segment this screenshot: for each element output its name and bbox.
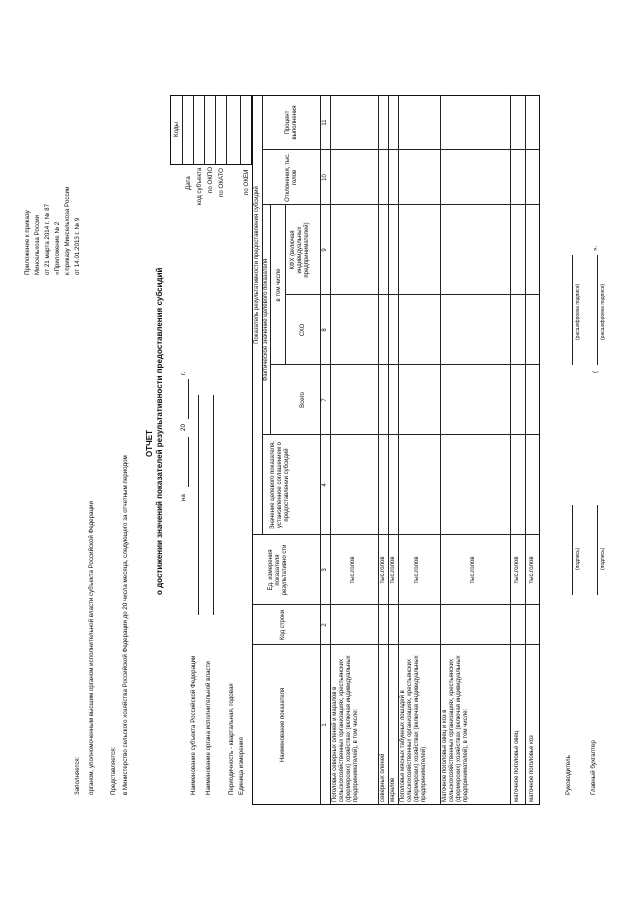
row-line xyxy=(510,95,511,805)
submitted-text: в Министерство сельского хозяйства Российской Федерации до 20 числа месяца, следующего за отчетным периодом xyxy=(122,455,129,795)
th-name: Наименование показателя xyxy=(280,687,286,763)
table-row-name: маточное поголовье овец xyxy=(514,730,520,802)
th-row-code: Код строки xyxy=(280,609,286,641)
colnum-11: 11 xyxy=(322,119,328,126)
col-line xyxy=(252,604,540,605)
th-percent: Процент выполнения xyxy=(285,105,298,140)
table-row-unit: тыс.голов xyxy=(390,556,396,584)
appendix-line-6: от 14.01.2013 г. № 9 xyxy=(74,217,81,275)
row-line xyxy=(388,95,389,805)
decode-caption: (расшифровка подписи) xyxy=(575,283,581,340)
close-quote: ». xyxy=(592,245,599,251)
code-date-label: Дата xyxy=(185,176,192,190)
col-line xyxy=(252,534,540,535)
col-line xyxy=(262,149,540,150)
decode-caption: (расшифровка подписи) xyxy=(600,283,606,340)
header-bottom-line xyxy=(320,95,321,805)
period-line xyxy=(188,437,189,487)
report-period-na: на xyxy=(180,494,187,501)
code-subject-label: код субъекта xyxy=(196,167,203,205)
unit-label: Единица измерения xyxy=(238,737,245,795)
table-row-unit: тыс.голов xyxy=(470,556,476,584)
filled-by-text: органом, уполномоченным высшим органом исполнительной власти субъекта Российской Федерации xyxy=(88,501,95,795)
decode-line xyxy=(572,255,573,365)
th-kfh: КФХ (включая индивидуальных предпринимателей) xyxy=(290,222,310,278)
th-unit: Ед. измерения показателя результативно сти xyxy=(268,544,288,596)
decode-line xyxy=(597,255,598,365)
row-line xyxy=(378,95,379,805)
report-subtitle: о достижении значений показателей результативности предоставления субсидий xyxy=(155,267,164,595)
table-row-name: маточное поголовье коз xyxy=(529,735,535,802)
report-year-g: г. xyxy=(180,371,187,375)
periodicity-label: Периодичность - квартальная, годовая xyxy=(228,683,235,795)
code-okpo-label: по ОКПО xyxy=(207,166,214,193)
colnum-8: 8 xyxy=(322,328,328,332)
appendix-line-2: Минсельхоза России xyxy=(34,215,41,275)
row-line xyxy=(525,95,526,805)
colnum-3: 3 xyxy=(322,568,328,572)
colnum-7: 7 xyxy=(322,398,328,402)
table-row-unit: тыс.голов xyxy=(414,556,420,584)
authority-name-label: Наименование органа исполнительной власти xyxy=(205,661,212,795)
rotated-form xyxy=(0,25,640,905)
codes-row-line xyxy=(193,95,194,165)
th-total: Всего xyxy=(300,392,306,408)
row-line xyxy=(398,95,399,805)
appendix-line-4: «Приложение № 2 xyxy=(54,221,61,275)
subject-name-label: Наименование субъекта Российской Федерации xyxy=(190,655,197,795)
col-line xyxy=(262,204,540,205)
signature-line xyxy=(597,505,598,595)
appendix-line-3: от 21 марта 2014 г. № 87 xyxy=(44,203,51,275)
table-row-unit: тыс.голов xyxy=(529,556,535,584)
codes-row-line xyxy=(204,95,205,165)
th-sho: СХО xyxy=(300,323,306,337)
appendix-line-1: Приложение к приказу xyxy=(24,210,31,275)
incl-header-line xyxy=(285,205,286,365)
codes-row-line xyxy=(182,95,183,165)
colnum-1: 1 xyxy=(322,723,328,727)
appendix-line-5: к приказу Минсельхоза России xyxy=(64,186,71,275)
table-row-name: Поголовье северных оленей и маралов в сельскохозяйственных организациях, крестьянских (фермерских) хозяйствах (включая индивидуальных предпринимателей), в том числе: xyxy=(332,655,359,802)
table-row-unit: тыс.голов xyxy=(380,556,386,584)
signature-caption: (подпись) xyxy=(575,547,581,570)
signature-caption: (подпись) xyxy=(600,547,606,570)
code-okato-label: по ОКАТО xyxy=(218,168,225,197)
codes-row-line xyxy=(240,95,241,165)
table-row-name: северных оленей xyxy=(380,753,386,802)
table-row-unit: тыс.голов xyxy=(350,556,356,584)
colnum-bottom-line xyxy=(330,95,331,805)
col-line xyxy=(252,644,540,645)
col-line xyxy=(285,294,540,295)
actual-header-line xyxy=(270,205,271,435)
table-row-name: Поголовье мясных табунных лошадей в сельскохозяйственных организациях, крестьянских (фермерских) хозяйствах (включая индивидуальных предпринимателей) xyxy=(400,655,427,802)
table-row-unit: тыс.голов xyxy=(514,556,520,584)
code-okei-label: по ОКЕИ xyxy=(243,169,250,195)
signature-head-label: Руководитель xyxy=(565,755,572,795)
signature-accountant-label: Главный бухгалтер xyxy=(590,740,597,795)
submitted-label: Представляется: xyxy=(110,746,117,795)
signature-line xyxy=(572,505,573,595)
col-line xyxy=(262,434,540,435)
subject-name-line xyxy=(198,395,199,615)
codes-row-line xyxy=(226,95,227,165)
colnum-10: 10 xyxy=(322,174,328,181)
codes-header: Коды xyxy=(173,122,180,137)
th-incl: в том числе xyxy=(276,268,282,302)
filled-by-label: Заполняется: xyxy=(74,756,81,795)
colnum-4: 4 xyxy=(322,483,328,487)
report-title: ОТЧЕТ xyxy=(145,430,154,457)
th-actual: Фактическое значение целевого показателя xyxy=(263,258,269,382)
colnum-2: 2 xyxy=(322,623,328,627)
row-line xyxy=(440,95,441,805)
report-year-prefix: 20 xyxy=(180,424,187,431)
table-row-name: Маточное поголовье овец и коз в сельскохозяйственных организациях, крестьянских (фермерских) хозяйствах (включая индивидуальных предпринимателей), в том числе: xyxy=(442,655,469,802)
colnum-9: 9 xyxy=(322,248,328,252)
th-target: Значение целевого показателя, установленное соглашением о предоставлении субсидий xyxy=(270,441,290,529)
col-line xyxy=(270,364,540,365)
codes-row-line xyxy=(215,95,216,165)
year-line xyxy=(188,379,189,419)
table-row-name: маралов xyxy=(390,777,396,802)
th-deviation: Отклонения, тыс. голов xyxy=(285,153,298,202)
authority-name-line xyxy=(213,395,214,615)
th-group: Показатель результативности предоставления субсидий xyxy=(254,186,260,344)
open-paren: ( xyxy=(592,370,599,373)
